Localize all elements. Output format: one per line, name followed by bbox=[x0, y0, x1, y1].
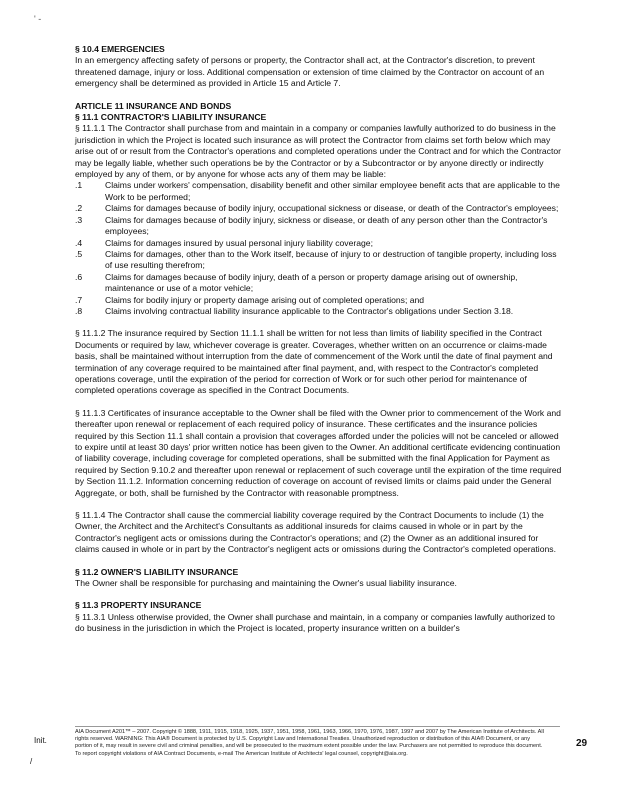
list-item: .6 Claims for damages because of bodily injury, death of a person or property damage arising out of ownership, maintenance or use of a motor vehicle; bbox=[75, 271, 518, 294]
section-11-1-heading: § 11.1 CONTRACTOR'S LIABILITY INSURANCE bbox=[75, 112, 267, 123]
list-item: .3 Claims for damages because of bodily injury, sickness or disease, or death of any person other than the Contractor's employees; bbox=[75, 214, 548, 237]
copyright-footer bbox=[75, 729, 545, 758]
section-11-2-text: The Owner shall be responsible for purchasing and maintaining the Owner's usual liability insurance. bbox=[75, 578, 457, 589]
section-11-2-heading: § 11.2 OWNER'S LIABILITY INSURANCE bbox=[75, 566, 239, 577]
section-11-3-1-text: § 11.3.1 Unless otherwise provided, the Owner shall purchase and maintain, in a company or companies lawfully authorized to do business in the jurisdiction in which the Project is located, property insurance written on a builder's bbox=[75, 611, 555, 634]
list-item: .4 Claims for damages insured by usual personal injury liability coverage; bbox=[75, 237, 373, 248]
section-11-1-4-text: § 11.1.4 The Contractor shall cause the commercial liability coverage required by the Contract Documents to include (1) the Owner, the Architect and the Architect's Consultants as additional insureds for claims caused in whole or in part by the Contractor's negligent acts or omissions during the Contractor's operations; and (2) the Owner as an additional insured for claims caused in whole or in part by the Contractor's negligent acts or omissions during the Contractor's completed operations. bbox=[75, 510, 556, 555]
article-11-heading: ARTICLE 11 INSURANCE AND BONDS bbox=[75, 100, 232, 111]
list-item: .5 Claims for damages, other than to the Work itself, because of injury to or destruction of tangible property, including loss of use resulting therefrom; bbox=[75, 248, 557, 271]
list-item: .1 Claims under workers' compensation, disability benefit and other similar employee benefit acts that are applicable to the Work to be performed; bbox=[75, 180, 560, 202]
list-item: .2 Claims for damages because of bodily injury, occupational sickness or disease, or death of the Contractor's employees; bbox=[75, 203, 559, 214]
section-10-4-text: In an emergency affecting safety of persons or property, the Contractor shall act, at the Contractor's discretion, to prevent threatened damage, injury or loss. Additional compensation or extension of time claimed by the Contractor on account of an emergency shall be determined as provided in Article 15 and Article 7. bbox=[75, 55, 545, 89]
initials-label: Init. bbox=[34, 736, 47, 745]
top-mark: ' - bbox=[34, 14, 42, 24]
section-11-3-heading: § 11.3 PROPERTY INSURANCE bbox=[75, 600, 202, 611]
claims-list bbox=[75, 180, 565, 317]
section-11-1-1-text: § 11.1.1 The Contractor shall purchase from and maintain in a company or companies lawfully authorized to do business in the jurisdiction in which the Project is located such insurance as will protect the Contractor from claims set forth below which may arise out of or result from the Contractor's operations and completed operations under the Contract and for which the Contractor may be legally liable, whether such operations be by the Contractor or by a Subcontractor or by anyone directly or indirectly employed by any of them, or by anyone for whose acts any of them may be liable: bbox=[75, 123, 562, 180]
initials-mark: / bbox=[30, 757, 34, 766]
list-item: .8 Claims involving contractual liability insurance applicable to the Contractor's obligations under Section 3.18. bbox=[75, 305, 514, 316]
footer-text: AIA Document A201™ – 2007. Copyright © 1888, 1911, 1915, 1918, 1925, 1937, 1951, 1958, 1961, 1963, 1966, 1970, 1976, 1987, 1997 and 2007 by The American Institute of Architects. All rights reserved. WARNING: This AIA® Document is protected by U.S. Copyright Law and International Treaties. Unauthorized reproduction or distribution of this AIA® Document, or any portion of it, may result in severe civil and criminal penalties, and will be prosecuted to the maximum extent possible under the law. Purchasers are not permitted to reproduce this document. To report copyright violations of AIA Contract Documents, e-mail The American Institute of Architects' legal counsel, copyright@aia.org. bbox=[75, 729, 544, 757]
section-11-1-3-text: § 11.1.3 Certificates of insurance acceptable to the Owner shall be filed with the Owner prior to commencement of the Work and thereafter upon renewal or replacement of each required policy of insurance. These certificates and the insurance policies required by this Section 11.1 shall contain a provision that coverages afforded under the policies will not be canceled or allowed to expire until at least 30 days' prior written notice has been given to the Owner. An additional certificate evidencing continuation of liability coverage, including coverage for completed operations, shall be submitted with the final Application for Payment as required by Section 9.10.2 and thereafter upon renewal or replacement of such coverage until the expiration of the time required by Section 11.1.2. Information concerning reduction of coverage on account of revised limits or claims paid under the General Aggregate, or both, shall be furnished by the Contractor with reasonable promptness. bbox=[75, 407, 562, 498]
section-10-4-heading: § 10.4 EMERGENCIES bbox=[75, 44, 165, 54]
document-body bbox=[75, 44, 565, 635]
section-11-1-2-text: § 11.1.2 The insurance required by Section 11.1.1 shall be written for not less than limits of liability specified in the Contract Documents or required by law, whichever coverage is greater. Coverages, whether written on an occurrence or claims-made basis, shall be maintained without interruption from the date of commencement of the Work until the date of final payment and termination of any coverage required to be maintained after final payment, and, with respect to the Contractor's completed operations coverage, until the expiration of the period for correction of Work or for such other period for maintenance of completed operations coverage as specified in the Contract Documents. bbox=[75, 328, 553, 396]
footer-divider bbox=[75, 726, 560, 727]
page-number: 29 bbox=[576, 738, 588, 749]
list-item: .7 Claims for bodily injury or property damage arising out of completed operations; and bbox=[75, 294, 425, 305]
